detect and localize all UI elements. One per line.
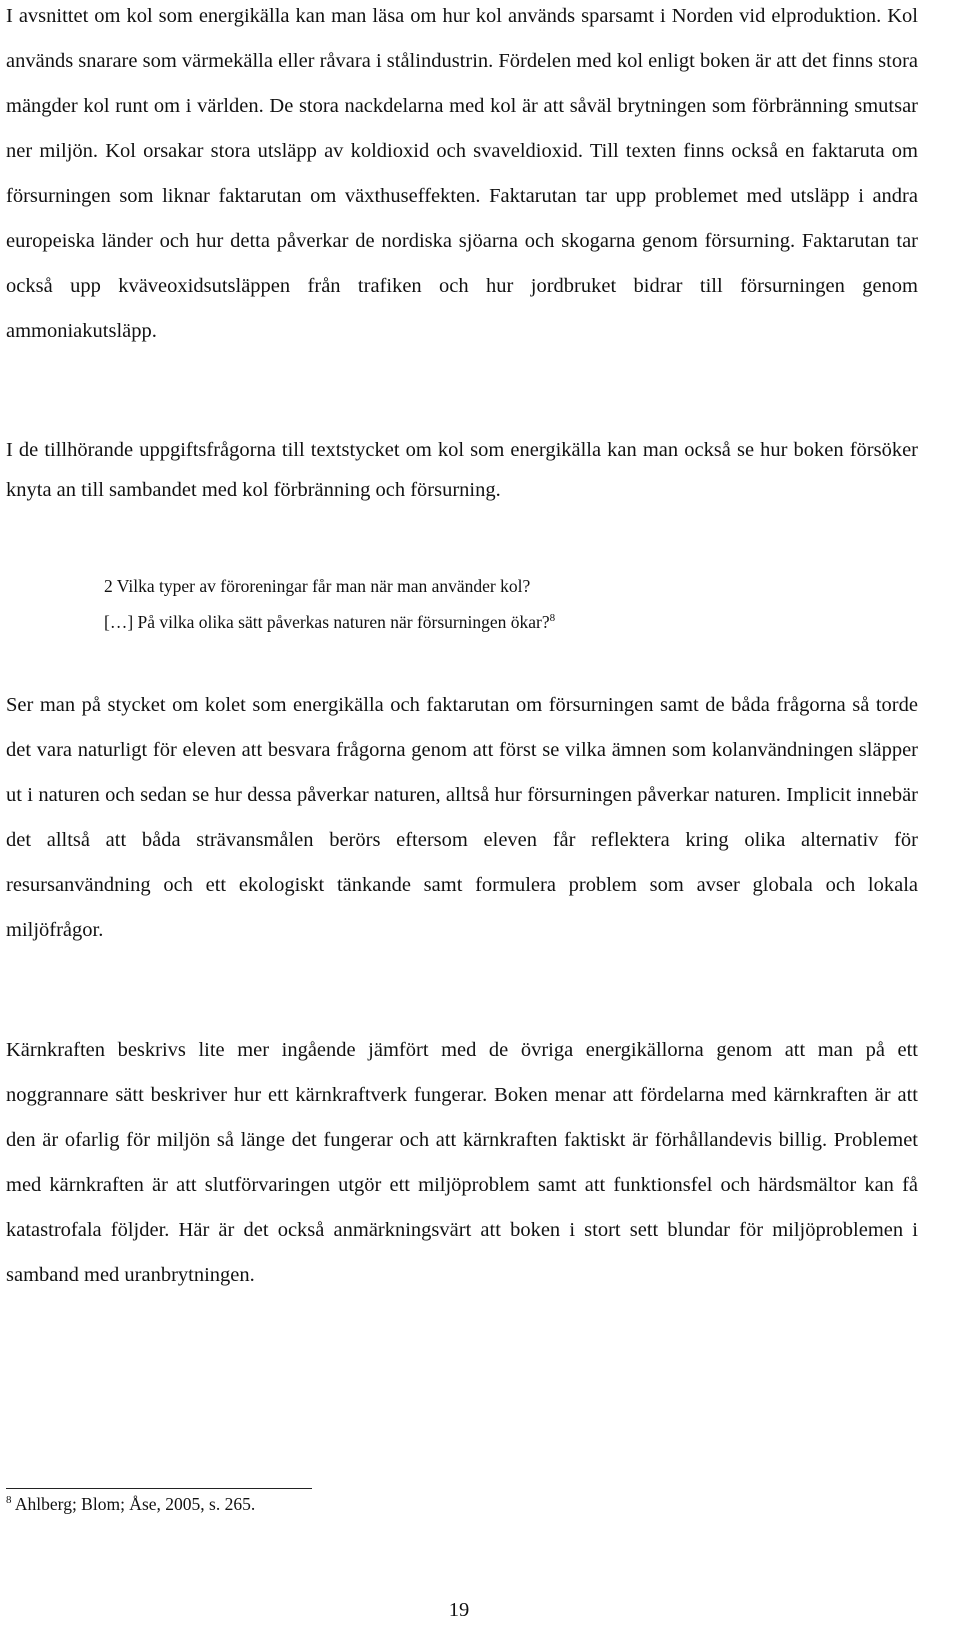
quoted-question-1-text: 2 Vilka typer av föroreningar får man när man använder kol? <box>104 576 531 596</box>
quoted-question-2-text: […] På vilka olika sätt påverkas naturen när försurningen ökar? <box>104 612 550 632</box>
paragraph-nuclear: Kärnkraften beskrivs lite mer ingående jämfört med de övriga energikällorna genom att man på ett noggrannare sätt beskriver hur ett kärnkraftverk fungerar. Boken menar att fördelarna med kärnkraften är att den är ofarlig för miljön så länge det fungerar och att kärnkraften faktiskt är förhållandevis billig. Problemet med kärnkraften är att slutförvaringen utgör ett miljöproblem samt att funktionsfel och härdsmältor kan få katastrofala följder. Här är det också anmärkningsvärt att boken i stort sett blundar för miljöproblemen i samband med uranbrytningen. <box>6 1039 918 1286</box>
quoted-question-1 <box>104 574 864 598</box>
paragraph-coal: I avsnittet om kol som energikälla kan man läsa om hur kol används sparsamt i Norden vid elproduktion. Kol används snarare som värmekälla eller råvara i stålindustrin. Fördelen med kol enligt boken är att det finns stora mängder kol runt om i världen. De stora nackdelarna med kol är att såväl brytningen som förbränning smutsar ner miljön. Kol orsakar stora utsläpp av koldioxid och svaveldioxid. Till texten finns också en faktaruta om försurningen som liknar faktarutan om växthuseffekten. Faktarutan tar upp problemet med utsläpp i andra europeiska länder och hur detta påverkar de nordiska sjöarna och skogarna genom försurning. Faktarutan tar också upp kväveoxidsutsläppen från trafiken och hur jordbruket bidrar till försurningen genom ammoniakutsläpp. <box>6 5 918 342</box>
page-number: 19 <box>448 1599 470 1621</box>
footnote-marker: 8 <box>6 1494 12 1507</box>
footnote <box>6 1492 255 1516</box>
footnote-reference[interactable]: 8 <box>549 612 556 625</box>
footnote-divider <box>6 1488 312 1489</box>
footnote-text: Ahlberg; Blom; Åse, 2005, s. 265. <box>11 1494 256 1514</box>
quoted-question-2 <box>104 610 864 634</box>
paragraph-analysis: Ser man på stycket om kolet som energikälla och faktarutan om försurningen samt de båda frågorna så torde det vara naturligt för eleven att besvara frågorna genom att först se vilka ämnen som kolanvändningen släpper ut i naturen och sedan se hur dessa påverkar naturen, alltså hur försurningen påverkar naturen. Implicit innebär det alltså att båda strävansmålen berörs eftersom eleven får reflektera kring olika alternativ för resursanvändning och ett ekologiskt tänkande samt formulera problem som avser globala och lokala miljöfrågor. <box>6 694 918 941</box>
paragraph-task-questions: I de tillhörande uppgiftsfrågorna till textstycket om kol som energikälla kan man också se hur boken försöker knyta an till sambandet med kol förbränning och försurning. <box>6 439 918 501</box>
